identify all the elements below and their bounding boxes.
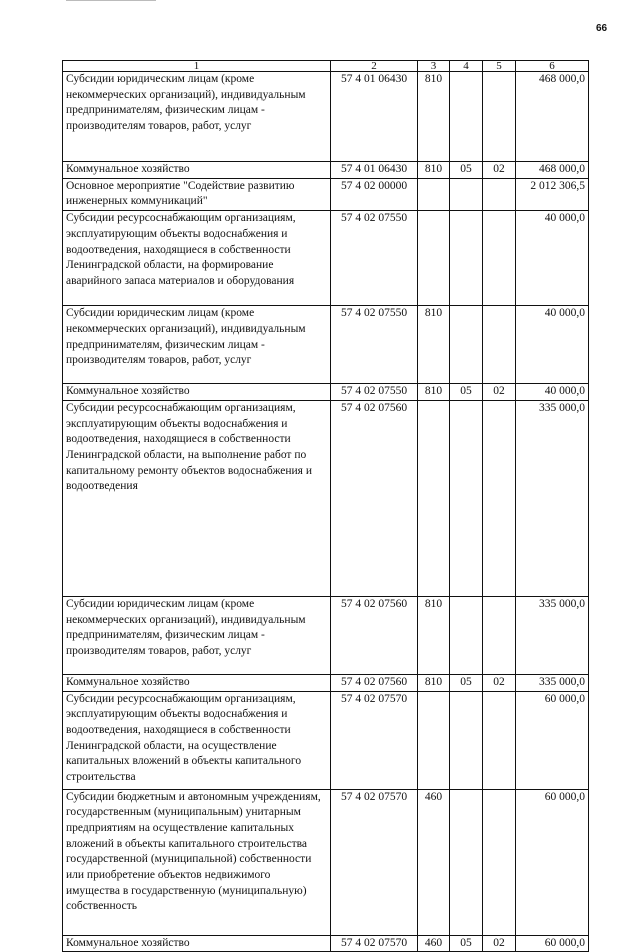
header-cell: 3 (418, 61, 450, 72)
row-section (450, 178, 483, 210)
table-row (63, 211, 589, 306)
row-subsection (483, 178, 516, 210)
row-amount: 335 000,0 (516, 674, 589, 691)
row-amount: 335 000,0 (516, 400, 589, 596)
row-name: Коммунальное хозяйство (63, 674, 331, 691)
row-code: 57 4 02 07560 (331, 596, 418, 674)
table-row (63, 400, 589, 596)
table-row (63, 789, 589, 935)
table-row (63, 691, 589, 789)
row-expense-type (418, 211, 450, 306)
row-subsection (483, 691, 516, 789)
row-name: Субсидии юридическим лицам (кроме некоммерческих организаций), индивидуальным предпринимателям, физическим лицам - производителям товаров, работ, услуг (63, 596, 331, 674)
row-code: 57 4 01 06430 (331, 72, 418, 162)
row-expense-type (418, 178, 450, 210)
row-expense-type: 460 (418, 935, 450, 952)
table-row (63, 72, 589, 162)
row-name: Коммунальное хозяйство (63, 384, 331, 401)
budget-table (62, 60, 589, 952)
row-name: Субсидии юридическим лицам (кроме некоммерческих организаций), индивидуальным предпринимателям, физическим лицам - производителям товаров, работ, услуг (63, 72, 331, 162)
row-code: 57 4 02 07550 (331, 211, 418, 306)
row-name: Коммунальное хозяйство (63, 162, 331, 179)
row-expense-type: 810 (418, 384, 450, 401)
row-section: 05 (450, 935, 483, 952)
row-expense-type: 810 (418, 72, 450, 162)
row-section: 05 (450, 162, 483, 179)
row-amount: 40 000,0 (516, 306, 589, 384)
row-subsection: 02 (483, 384, 516, 401)
row-name: Субсидии ресурсоснабжающим организациям, эксплуатирующим объекты водоснабжения и водоотведения, находящиеся в собственности Ленинградской области, на выполнение работ по капитальному ремонту объектов водоснабжения и водоотведения (63, 400, 331, 596)
row-name: Субсидии юридическим лицам (кроме некоммерческих организаций), индивидуальным предпринимателям, физическим лицам - производителям товаров, работ, услуг (63, 306, 331, 384)
row-expense-type: 810 (418, 596, 450, 674)
row-amount: 468 000,0 (516, 72, 589, 162)
row-code: 57 4 02 07570 (331, 691, 418, 789)
row-name: Субсидии ресурсоснабжающим организациям, эксплуатирующим объекты водоснабжения и водоотведения, находящиеся в собственности Ленинградской области, на осуществление капитальных вложений в объекты капитального строительства (63, 691, 331, 789)
row-subsection (483, 72, 516, 162)
row-section (450, 596, 483, 674)
row-expense-type: 810 (418, 306, 450, 384)
row-section (450, 400, 483, 596)
table-row (63, 935, 589, 952)
row-name: Основное мероприятие "Содействие развитию инженерных коммуникаций" (63, 178, 331, 210)
table-row (63, 178, 589, 210)
row-subsection (483, 596, 516, 674)
row-name: Субсидии бюджетным и автономным учреждениям, государственным (муниципальным) унитарным предприятиям на осуществление капитальных вложений в объекты капитального строительства государственной (муниципальной) собственности или приобретение объектов недвижимого имущества в государственную (муниципальную) собственность (63, 789, 331, 935)
row-expense-type: 810 (418, 674, 450, 691)
header-cell: 5 (483, 61, 516, 72)
row-amount: 468 000,0 (516, 162, 589, 179)
row-subsection (483, 306, 516, 384)
header-row (63, 61, 589, 72)
row-expense-type: 460 (418, 789, 450, 935)
row-amount: 60 000,0 (516, 935, 589, 952)
row-code: 57 4 02 07560 (331, 674, 418, 691)
row-section (450, 306, 483, 384)
row-expense-type: 810 (418, 162, 450, 179)
row-subsection (483, 400, 516, 596)
row-amount: 335 000,0 (516, 596, 589, 674)
header-cell: 2 (331, 61, 418, 72)
header-cell: 6 (516, 61, 589, 72)
table-row (63, 596, 589, 674)
row-section: 05 (450, 674, 483, 691)
row-subsection: 02 (483, 162, 516, 179)
row-section: 05 (450, 384, 483, 401)
table-row (63, 384, 589, 401)
table-row (63, 162, 589, 179)
row-section (450, 691, 483, 789)
table-row (63, 306, 589, 384)
scan-edge-mark (66, 0, 156, 2)
row-name: Субсидии ресурсоснабжающим организациям, эксплуатирующим объекты водоснабжения и водоотведения, находящиеся в собственности Ленинградской области, на формирование аварийного запаса материалов и оборудования (63, 211, 331, 306)
row-code: 57 4 02 00000 (331, 178, 418, 210)
row-code: 57 4 01 06430 (331, 162, 418, 179)
row-amount: 2 012 306,5 (516, 178, 589, 210)
row-subsection (483, 789, 516, 935)
header-cell: 1 (63, 61, 331, 72)
row-amount: 40 000,0 (516, 211, 589, 306)
row-amount: 40 000,0 (516, 384, 589, 401)
row-subsection: 02 (483, 935, 516, 952)
page-number: 66 (596, 23, 608, 34)
row-name: Коммунальное хозяйство (63, 935, 331, 952)
row-code: 57 4 02 07550 (331, 384, 418, 401)
row-code: 57 4 02 07570 (331, 789, 418, 935)
row-code: 57 4 02 07550 (331, 306, 418, 384)
row-subsection (483, 211, 516, 306)
row-code: 57 4 02 07570 (331, 935, 418, 952)
row-amount: 60 000,0 (516, 691, 589, 789)
row-section (450, 211, 483, 306)
row-expense-type (418, 691, 450, 789)
row-amount: 60 000,0 (516, 789, 589, 935)
row-expense-type (418, 400, 450, 596)
row-section (450, 72, 483, 162)
table-row (63, 674, 589, 691)
row-subsection: 02 (483, 674, 516, 691)
row-code: 57 4 02 07560 (331, 400, 418, 596)
header-cell: 4 (450, 61, 483, 72)
row-section (450, 789, 483, 935)
